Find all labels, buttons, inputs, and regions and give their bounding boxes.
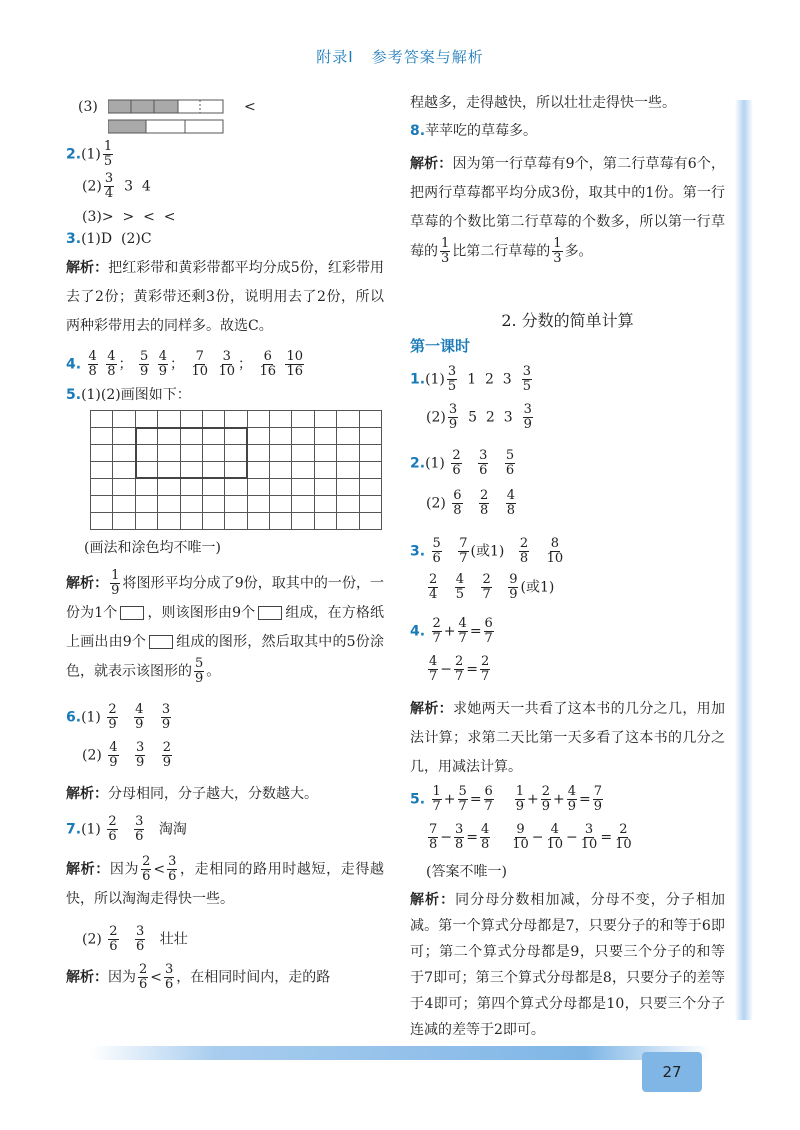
q5-note: (画法和涂色均不唯一) (84, 540, 221, 556)
fraction: $\frac{7}{10}$ (191, 349, 208, 379)
section-title: 2. 分数的简单计算 (501, 311, 634, 330)
right-column (410, 92, 725, 1043)
fraction: $\frac{2}{6}$ (109, 924, 118, 954)
fraction: $\frac{2}{10}$ (615, 822, 632, 852)
fraction: $\frac{3}{5}$ (522, 364, 531, 394)
fraction: $\frac{4}{9}$ (567, 784, 577, 814)
fraction: $\frac{4}{7}$ (458, 616, 467, 646)
square-box (120, 606, 144, 620)
q7-continuation: 程越多，走得越快，所以壮壮走得快一些。 (410, 95, 676, 111)
r2-part1: 2.(1) $\frac{2}{6}$ $\frac{3}{6}$ $\frac{5}{6}$ (410, 448, 515, 478)
fraction: $\frac{2}{6}$ (142, 854, 151, 884)
q7-part1: 7.(1) $\frac{2}{6}$ $\frac{3}{6}$ 淘淘 (66, 814, 187, 844)
fraction: $\frac{1}{9}$ (111, 568, 120, 598)
q6-part2: (2) $\frac{4}{9}$ $\frac{3}{9}$ $\frac{2}{9}$ (82, 740, 172, 770)
q7-explanation-1: 解析：因为 $\frac{2}{6}$ < $\frac{3}{6}$ ，走相同的路用时越短，走得越快，所以淘淘走得快一些。 (66, 854, 385, 907)
fraction: $\frac{10}{16}$ (286, 349, 303, 379)
square-box (149, 635, 173, 649)
fraction: $\frac{3}{6}$ (136, 924, 145, 954)
r5-line1: 5. $\frac{1}{7}$ + $\frac{5}{7}$ = $\frac{6}{7}$ $\frac{1}{9}$ + $\frac{2}{9}$ + $\frac{4}{9}$ = $\frac{7}{9}$ (410, 784, 603, 814)
fraction: $\frac{3}{6}$ (168, 854, 177, 884)
q6-explanation: 解析：分母相同，分子越大，分数越大。 (66, 786, 318, 802)
fraction: $\frac{6}{16}$ (259, 349, 276, 379)
page-number: 27 (642, 1052, 702, 1092)
footer-decoration-band (90, 1046, 710, 1060)
fraction: $\frac{1}{3}$ (441, 236, 450, 266)
fraction: $\frac{3}{5}$ (447, 364, 457, 394)
fraction: $\frac{4}{8}$ (107, 349, 116, 379)
fraction: $\frac{3}{6}$ (479, 448, 488, 478)
r5-explanation: 解析：同分母分数相加减，分母不变，分子相加减。第一个算式分母都是7，只要分子的和等于6即可；第二个算式分母都是9，只要三个分子的和等于7即可；第三个算式分母都是8，只要分子的差等于4即可；第四个算式分母都是10，只要三个分子连减的差等于2即可。 (410, 892, 726, 1038)
q2-part2: (2) $\frac{3}{4}$ 3 4 (82, 171, 151, 201)
r5-line2: $\frac{7}{8}$ − $\frac{3}{8}$ = $\frac{4}{8}$ $\frac{9}{10}$ − $\frac{4}{10}$ − $\frac{3}{10}$ = $\frac{2}{10}$ (429, 822, 632, 852)
fraction: $\frac{4}{9}$ (109, 740, 118, 770)
fraction: $\frac{6}{8}$ (453, 488, 462, 518)
fraction: $\frac{2}{4}$ (429, 572, 438, 602)
fraction-strips (108, 98, 228, 138)
fraction: $\frac{4}{9}$ (158, 349, 167, 379)
fraction: $\frac{2}{7}$ (432, 616, 441, 646)
fraction: $\frac{2}{9}$ (162, 740, 172, 770)
q8-explanation: 解析：因为第一行草莓有9个，第二行草莓有6个，把两行草莓都平均分成3份，取其中的1份。第一行草莓的个数比第二行草莓的个数多，所以第一行草莓的 $\frac{1}{3}$ 比第二行草莓的 $\frac{1}{3}$ 多。 (410, 156, 725, 266)
r3-line1: 3. $\frac{5}{6}$ $\frac{7}{7}$ (或1) $\frac{2}{8}$ $\frac{8}{10}$ (410, 536, 564, 566)
q5-answer: 5.(1)(2)画图如下： (66, 387, 191, 403)
fraction: $\frac{3}{6}$ (165, 962, 174, 992)
r3-line2: $\frac{2}{4}$ $\frac{4}{5}$ $\frac{2}{7}$ $\frac{9}{9}$ (或1) (429, 572, 555, 602)
lesson-title: 第一课时 (410, 337, 471, 355)
r4-eq2: $\frac{4}{7}$ − $\frac{2}{7}$ = $\frac{2}{7}$ (429, 654, 490, 684)
fraction: $\frac{1}{3}$ (553, 236, 562, 266)
r1-part1: 1.(1) $\frac{3}{5}$ 1 2 3 $\frac{3}{5}$ (410, 364, 531, 394)
fraction: $\frac{3}{8}$ (455, 822, 464, 852)
fraction: $\frac{2}{9}$ (541, 784, 551, 814)
q8-answer: 8.苹苹吃的草莓多。 (410, 123, 538, 139)
fraction: $\frac{4}{7}$ (429, 654, 438, 684)
fraction: $\frac{2}{7}$ (455, 654, 464, 684)
fraction: $\frac{3}{10}$ (218, 349, 235, 379)
fraction: $\frac{1}{9}$ (515, 784, 525, 814)
q5-explanation: 解析： $\frac{1}{9}$ 将图形平均分成了9份，取其中的一份，一份为1个 ，则该图形由9个 组成，在方格纸上画出由9个 组成的图形，然后取其中的5份涂色，就表示该图形的 $\frac{5}{9}$ 。 (66, 568, 385, 686)
fraction: $\frac{2}{9}$ (108, 702, 117, 732)
fraction: $\frac{4}{9}$ (135, 702, 144, 732)
fraction: $\frac{5}{9}$ (139, 349, 149, 379)
fraction: $\frac{5}{6}$ (432, 536, 441, 566)
q7-explanation-2: 解析：因为 $\frac{2}{6}$ < $\frac{3}{6}$ ，在相同时间内，走的路 (66, 962, 331, 992)
fraction: $\frac{4}{8}$ (481, 822, 490, 852)
left-column (66, 92, 384, 995)
grid-figure (90, 410, 382, 529)
q2-part1: 2.(1) $\frac{1}{5}$ (66, 139, 113, 169)
appendix-title: 附录Ⅰ (316, 48, 354, 66)
fraction: $\frac{6}{7}$ (484, 784, 493, 814)
r4-eq1: 4. $\frac{2}{7}$ + $\frac{4}{7}$ = $\frac{6}{7}$ (410, 616, 493, 646)
fraction: $\frac{3}{10}$ (580, 822, 598, 852)
fraction: $\frac{4}{8}$ (88, 349, 97, 379)
q1-part3: (3) < (66, 92, 384, 140)
q2-part3: (3)> > < < (82, 209, 176, 225)
fraction: $\frac{7}{7}$ (459, 536, 468, 566)
r4-explanation: 解析：求她两天一共看了这本书的几分之几，用加法计算；求第二天比第一天多看了这本书的几分之几，用减法计算。 (410, 701, 725, 775)
fraction: $\frac{4}{10}$ (546, 822, 564, 852)
fraction: $\frac{4}{8}$ (506, 488, 516, 518)
fraction: $\frac{5}{9}$ (195, 655, 204, 686)
fraction: $\frac{2}{8}$ (519, 536, 529, 566)
r1-part2: (2) $\frac{3}{9}$ 5 2 3 $\frac{3}{9}$ (426, 402, 532, 432)
fraction: $\frac{3}{6}$ (135, 814, 144, 844)
appendix-subtitle: 参考答案与解析 (371, 48, 484, 66)
r2-part2: (2) $\frac{6}{8}$ $\frac{2}{8}$ $\frac{4}{8}$ (426, 488, 516, 518)
fraction: $\frac{3}{9}$ (161, 702, 171, 732)
fraction: $\frac{6}{7}$ (484, 616, 493, 646)
fraction: $\frac{7}{8}$ (429, 822, 438, 852)
fraction: $\frac{5}{7}$ (458, 784, 467, 814)
fraction: $\frac{5}{6}$ (505, 448, 515, 478)
q7-part2: (2) $\frac{2}{6}$ $\frac{3}{6}$ 壮壮 (82, 924, 188, 954)
fraction: $\frac{3}{4}$ (104, 171, 114, 201)
page-header (0, 46, 800, 67)
fraction: $\frac{8}{10}$ (546, 536, 564, 566)
fraction: $\frac{3}{9}$ (448, 402, 458, 432)
q4-answer: 4. $\frac{4}{8}$ $\frac{4}{8}$ ； $\frac{5}{9}$ $\frac{4}{9}$ ； $\frac{7}{10}$ $\frac{3}{10}$ ； $\frac{6}{16}$ $\frac{10}{16}$ (66, 349, 303, 379)
fraction: $\frac{4}{5}$ (455, 572, 465, 602)
fraction: $\frac{3}{9}$ (136, 740, 145, 770)
fraction: $\frac{2}{8}$ (480, 488, 489, 518)
fraction: $\frac{9}{10}$ (512, 822, 529, 852)
square-box (258, 606, 282, 620)
fraction: $\frac{2}{7}$ (482, 572, 491, 602)
fraction: $\frac{1}{5}$ (103, 139, 113, 169)
fraction: $\frac{2}{6}$ (108, 814, 117, 844)
fraction: $\frac{7}{9}$ (593, 784, 603, 814)
fraction: $\frac{9}{9}$ (509, 572, 518, 602)
right-decoration-band (735, 100, 753, 1020)
r5-note: (答案不唯一) (426, 864, 507, 880)
q3-explanation: 解析：把红彩带和黄彩带都平均分成5份，红彩带用去了2份；黄彩带还剩3份，说明用去了2份，所以两种彩带用去的同样多。故选C。 (66, 260, 385, 334)
fraction: $\frac{2}{7}$ (481, 654, 490, 684)
q3-answer: 3.(1)D (2)C (66, 231, 152, 247)
fraction: $\frac{2}{6}$ (452, 448, 461, 478)
q6-part1: 6.(1) $\frac{2}{9}$ $\frac{4}{9}$ $\frac{3}{9}$ (66, 702, 171, 732)
fraction: $\frac{1}{7}$ (432, 784, 441, 814)
fraction: $\frac{3}{9}$ (523, 402, 532, 432)
fraction: $\frac{2}{6}$ (139, 962, 148, 992)
drawn-shape-outline (135, 427, 248, 479)
